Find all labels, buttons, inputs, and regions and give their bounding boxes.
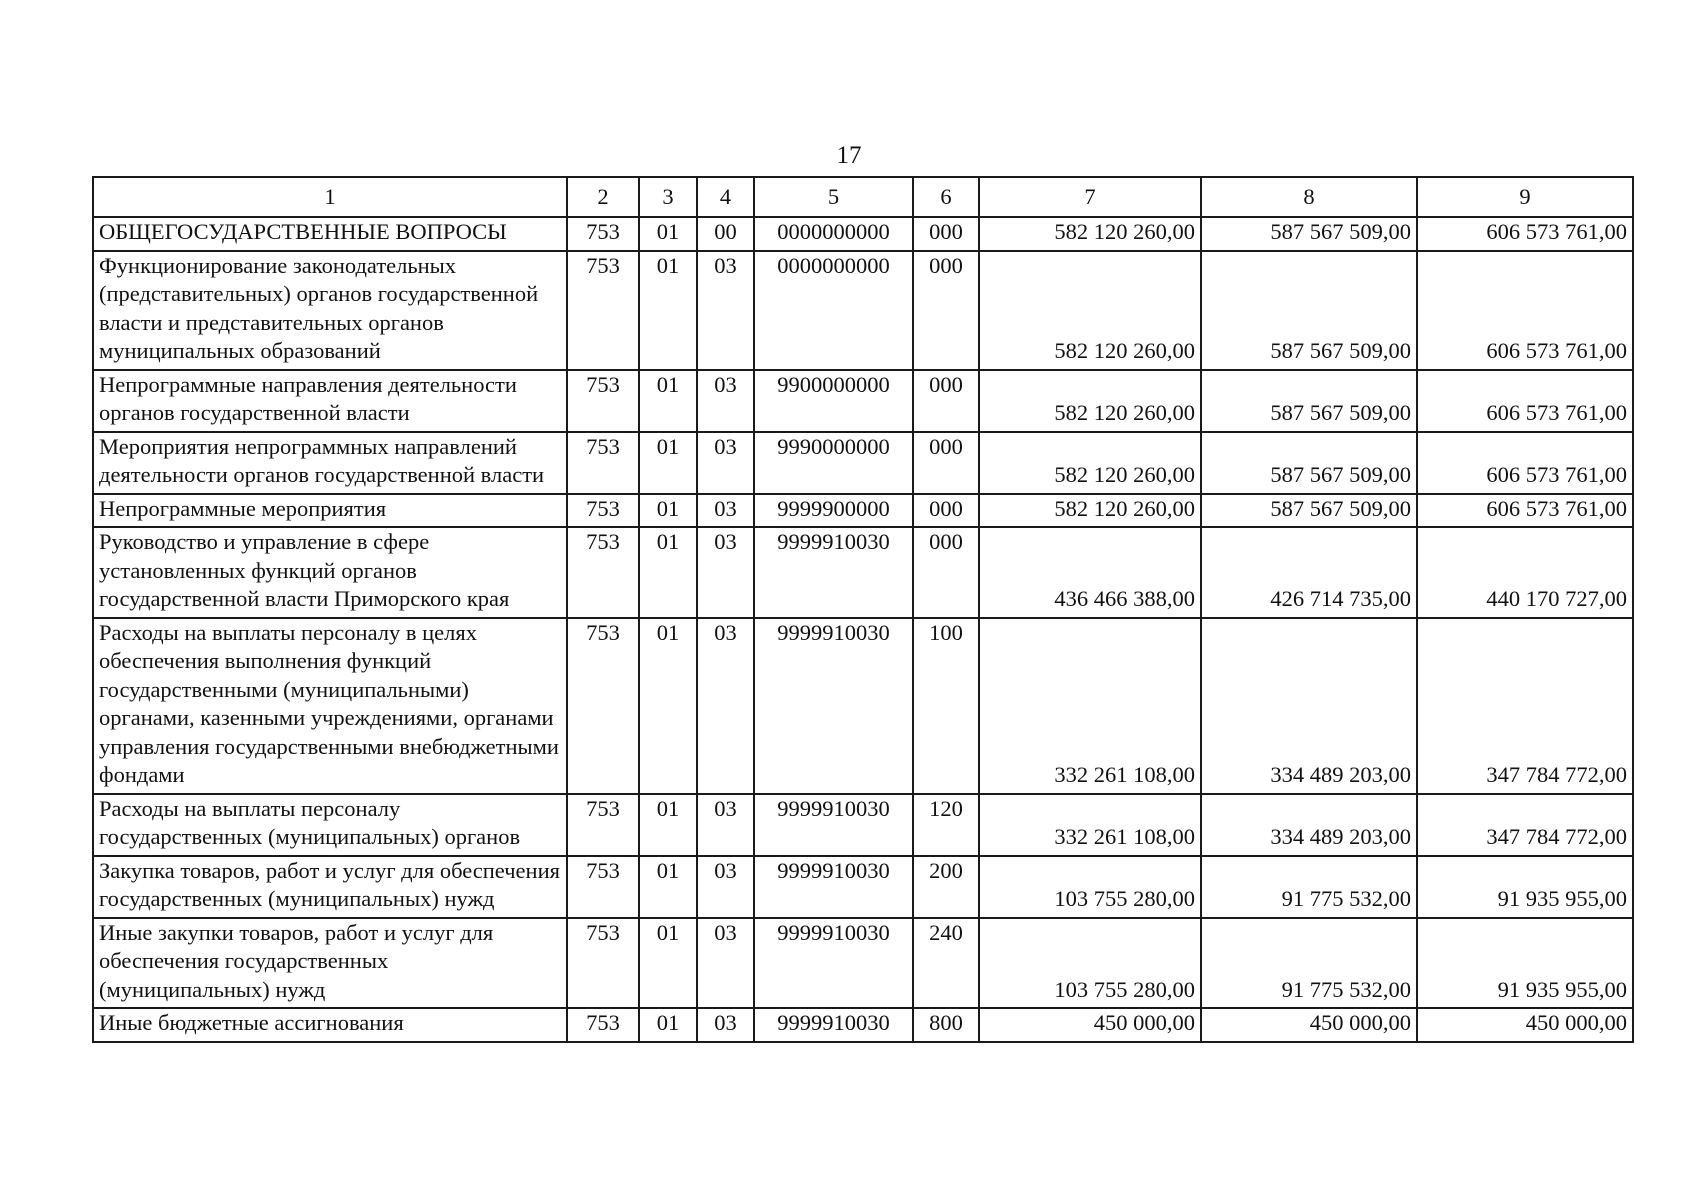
subsection-code-cell: 03 [697,527,754,618]
item-name-cell: Иные закупки товаров, работ и услуг для обеспечения государственных (муниципальных) нужд [93,918,567,1009]
amount-col-8-cell: 91 775 532,00 [1201,856,1417,918]
subsection-code-cell: 03 [697,794,754,856]
amount-col-8-cell: 587 567 509,00 [1201,251,1417,370]
amount-col-7-cell: 332 261 108,00 [979,794,1201,856]
section-code-cell: 01 [639,251,697,370]
amount-col-7-cell: 582 120 260,00 [979,217,1201,251]
section-code-cell: 01 [639,856,697,918]
amount-col-9-cell: 606 573 761,00 [1417,217,1633,251]
table-row [93,251,1633,370]
ministry-code-cell: 753 [567,1008,639,1042]
ministry-code-cell: 753 [567,794,639,856]
section-code-cell: 01 [639,794,697,856]
amount-col-9-cell: 606 573 761,00 [1417,432,1633,494]
amount-col-9-cell: 347 784 772,00 [1417,794,1633,856]
item-name-cell: ОБЩЕГОСУДАРСТВЕННЫЕ ВОПРОСЫ [93,217,567,251]
target-article-code-cell: 9900000000 [754,370,913,432]
section-code-cell: 01 [639,527,697,618]
amount-col-8-cell: 91 775 532,00 [1201,918,1417,1009]
amount-col-7-cell: 582 120 260,00 [979,370,1201,432]
amount-col-9-cell: 606 573 761,00 [1417,494,1633,528]
section-code-cell: 01 [639,618,697,794]
section-code-cell: 01 [639,432,697,494]
table-row [93,217,1633,251]
section-code-cell: 01 [639,1008,697,1042]
subsection-code-cell: 00 [697,217,754,251]
ministry-code-cell: 753 [567,494,639,528]
subsection-code-cell: 03 [697,1008,754,1042]
expense-type-code-cell: 000 [913,432,979,494]
item-name-cell: Руководство и управление в сфере установленных функций органов государственной власти Приморского края [93,527,567,618]
page-number: 17 [836,142,862,169]
ministry-code-cell: 753 [567,856,639,918]
item-name-cell: Закупка товаров, работ и услуг для обеспечения государственных (муниципальных) нужд [93,856,567,918]
header-col-6: 6 [913,177,979,217]
amount-col-8-cell: 426 714 735,00 [1201,527,1417,618]
subsection-code-cell: 03 [697,618,754,794]
target-article-code-cell: 9999910030 [754,1008,913,1042]
table-row [93,856,1633,918]
item-name-cell: Непрограммные мероприятия [93,494,567,528]
table-row [93,527,1633,618]
header-col-9: 9 [1417,177,1633,217]
header-col-7: 7 [979,177,1201,217]
table-row [93,1008,1633,1042]
amount-col-7-cell: 103 755 280,00 [979,856,1201,918]
ministry-code-cell: 753 [567,918,639,1009]
expense-type-code-cell: 120 [913,794,979,856]
subsection-code-cell: 03 [697,856,754,918]
amount-col-7-cell: 103 755 280,00 [979,918,1201,1009]
amount-col-9-cell: 91 935 955,00 [1417,918,1633,1009]
table-row [93,618,1633,794]
table-row [93,370,1633,432]
amount-col-8-cell: 450 000,00 [1201,1008,1417,1042]
amount-col-9-cell: 91 935 955,00 [1417,856,1633,918]
target-article-code-cell: 0000000000 [754,217,913,251]
section-code-cell: 01 [639,918,697,1009]
header-row [93,177,1633,217]
table-row [93,494,1633,528]
ministry-code-cell: 753 [567,217,639,251]
amount-col-8-cell: 587 567 509,00 [1201,217,1417,251]
amount-col-7-cell: 582 120 260,00 [979,494,1201,528]
table-row [93,794,1633,856]
target-article-code-cell: 9999910030 [754,794,913,856]
expense-type-code-cell: 200 [913,856,979,918]
expense-type-code-cell: 000 [913,370,979,432]
budget-table [92,176,1634,1043]
expense-type-code-cell: 000 [913,251,979,370]
item-name-cell: Расходы на выплаты персоналу в целях обеспечения выполнения функций государственными (муниципальными) органами, казенными учреждениями, органами управления государственными внебюджетными фондами [93,618,567,794]
table-row [93,432,1633,494]
amount-col-7-cell: 332 261 108,00 [979,618,1201,794]
amount-col-7-cell: 450 000,00 [979,1008,1201,1042]
amount-col-8-cell: 587 567 509,00 [1201,494,1417,528]
ministry-code-cell: 753 [567,432,639,494]
target-article-code-cell: 9999910030 [754,527,913,618]
amount-col-9-cell: 606 573 761,00 [1417,251,1633,370]
amount-col-9-cell: 450 000,00 [1417,1008,1633,1042]
expense-type-code-cell: 000 [913,527,979,618]
target-article-code-cell: 9999910030 [754,856,913,918]
header-col-8: 8 [1201,177,1417,217]
header-col-1: 1 [93,177,567,217]
subsection-code-cell: 03 [697,432,754,494]
item-name-cell: Мероприятия непрограммных направлений деятельности органов государственной власти [93,432,567,494]
table-header [93,177,1633,217]
amount-col-9-cell: 606 573 761,00 [1417,370,1633,432]
amount-col-9-cell: 440 170 727,00 [1417,527,1633,618]
ministry-code-cell: 753 [567,251,639,370]
expense-type-code-cell: 240 [913,918,979,1009]
item-name-cell: Функционирование законодательных (представительных) органов государственной власти и представительных органов муниципальных образований [93,251,567,370]
section-code-cell: 01 [639,370,697,432]
amount-col-8-cell: 334 489 203,00 [1201,794,1417,856]
item-name-cell: Расходы на выплаты персоналу государственных (муниципальных) органов [93,794,567,856]
amount-col-8-cell: 587 567 509,00 [1201,370,1417,432]
amount-col-7-cell: 582 120 260,00 [979,251,1201,370]
expense-type-code-cell: 100 [913,618,979,794]
amount-col-8-cell: 587 567 509,00 [1201,432,1417,494]
amount-col-7-cell: 582 120 260,00 [979,432,1201,494]
header-col-3: 3 [639,177,697,217]
ministry-code-cell: 753 [567,618,639,794]
target-article-code-cell: 0000000000 [754,251,913,370]
amount-col-8-cell: 334 489 203,00 [1201,618,1417,794]
ministry-code-cell: 753 [567,370,639,432]
ministry-code-cell: 753 [567,527,639,618]
target-article-code-cell: 9999910030 [754,618,913,794]
subsection-code-cell: 03 [697,251,754,370]
target-article-code-cell: 9999910030 [754,918,913,1009]
item-name-cell: Иные бюджетные ассигнования [93,1008,567,1042]
expense-type-code-cell: 800 [913,1008,979,1042]
item-name-cell: Непрограммные направления деятельности органов государственной власти [93,370,567,432]
header-col-4: 4 [697,177,754,217]
amount-col-9-cell: 347 784 772,00 [1417,618,1633,794]
target-article-code-cell: 9999900000 [754,494,913,528]
target-article-code-cell: 9990000000 [754,432,913,494]
table-body [93,217,1633,1042]
subsection-code-cell: 03 [697,494,754,528]
expense-type-code-cell: 000 [913,494,979,528]
header-col-2: 2 [567,177,639,217]
subsection-code-cell: 03 [697,370,754,432]
expense-type-code-cell: 000 [913,217,979,251]
header-col-5: 5 [754,177,913,217]
amount-col-7-cell: 436 466 388,00 [979,527,1201,618]
subsection-code-cell: 03 [697,918,754,1009]
table-row [93,918,1633,1009]
section-code-cell: 01 [639,494,697,528]
section-code-cell: 01 [639,217,697,251]
